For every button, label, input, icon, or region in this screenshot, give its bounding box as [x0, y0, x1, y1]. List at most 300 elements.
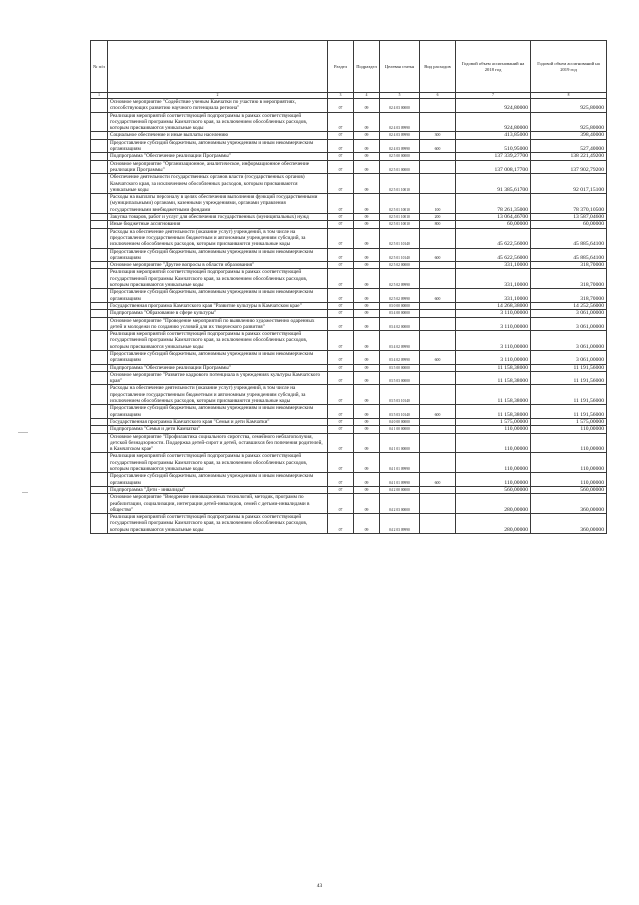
column-number: 6: [420, 93, 456, 99]
amount-2019-cell: 92 017,15100: [531, 174, 607, 194]
podrazdel-cell: 09: [354, 289, 380, 303]
razdel-cell: 07: [328, 486, 354, 493]
amount-2018-cell: 137 008,17700: [456, 160, 531, 174]
row-name-cell: Расходы на выплаты персоналу в целях обеспечения выполнения функций государственными (муниципальными) органами, казенными учреждениями, органами управления государственными внебюджетными фондами: [108, 194, 328, 214]
podrazdel-cell: 09: [354, 214, 380, 221]
razdel-cell: 07: [328, 132, 354, 139]
row-name-cell: Основное мероприятие "Содействие ученым Камчатки по участию в мероприятиях, способствующих развитию научного потенциала региона": [108, 99, 328, 113]
row-name-cell: Предоставление субсидий бюджетным, автономным учреждениям и иным некоммерческим организациям: [108, 248, 328, 262]
razdel-cell: 07: [328, 453, 354, 473]
expense-type-cell: [420, 331, 456, 351]
target-article-cell: 02 5 01 00000: [380, 160, 420, 174]
razdel-cell: 07: [328, 302, 354, 309]
amount-2019-cell: 318,70000: [531, 262, 607, 269]
row-number-cell: [91, 486, 108, 493]
table-row: [91, 302, 607, 309]
amount-2018-cell: 924,80000: [456, 99, 531, 113]
target-article-cell: 04 1 00 00000: [380, 426, 420, 433]
row-number-cell: [91, 317, 108, 331]
row-name-cell: Расходы на обеспечение деятельности (оказание услуг) учреждений, в том числе на предоставление государственным бюджетным и автономным учреждениям субсидий, за исключением обособленных расходов, которым присваиваются уникальные коды: [108, 385, 328, 405]
target-article-cell: 04 1 01 09990: [380, 473, 420, 487]
header-cell: Вид расходов: [420, 41, 456, 93]
amount-2018-cell: 91 385,61700: [456, 174, 531, 194]
expense-type-cell: 600: [420, 350, 456, 364]
razdel-cell: 07: [328, 153, 354, 160]
row-name-cell: Предоставление субсидий бюджетным, автономным учреждениям и иным некоммерческим организациям: [108, 405, 328, 419]
table-row: [91, 228, 607, 248]
table-row: [91, 317, 607, 331]
table-row: [91, 433, 607, 453]
expense-type-cell: [420, 160, 456, 174]
amount-2018-cell: 14 268,38000: [456, 302, 531, 309]
expense-type-cell: [420, 385, 456, 405]
expense-type-cell: [420, 112, 456, 132]
amount-2019-cell: 925,80000: [531, 112, 607, 132]
target-article-cell: 02 5 02 09990: [380, 269, 420, 289]
table-row: [91, 473, 607, 487]
razdel-cell: 07: [328, 194, 354, 214]
razdel-cell: 07: [328, 514, 354, 534]
podrazdel-cell: 09: [354, 433, 380, 453]
row-number-cell: [91, 262, 108, 269]
expense-type-cell: 600: [420, 139, 456, 153]
page-number: 43: [316, 883, 323, 889]
row-number-cell: [91, 494, 108, 514]
expense-type-cell: [420, 433, 456, 453]
amount-2018-cell: 560,00000: [456, 486, 531, 493]
table-row: [91, 139, 607, 153]
table-row: [91, 371, 607, 385]
amount-2018-cell: 280,00000: [456, 514, 531, 534]
row-name-cell: Подпрограмма "Обеспечение реализации Программы": [108, 364, 328, 371]
table-row: [91, 418, 607, 425]
row-number-cell: [91, 405, 108, 419]
table-row: [91, 514, 607, 534]
row-name-cell: Подпрограмма "Дети - инвалиды": [108, 486, 328, 493]
razdel-cell: 07: [328, 228, 354, 248]
target-article-cell: 02 5 02 00000: [380, 262, 420, 269]
row-name-cell: Реализация мероприятий соответствующей подпрограммы в рамках соответствующей государственной программы Камчатского края, за исключением обособленных расходов, которым присваиваются уникальные коды: [108, 453, 328, 473]
amount-2019-cell: 13 587,04600: [531, 214, 607, 221]
row-name-cell: Основное мероприятие "Профилактика социального сиротства, семейного неблагополучия, детской безнадзорности. Поддержка детей-сирот и детей, оставшихся без попечения родителей, в Камчатском крае": [108, 433, 328, 453]
razdel-cell: 07: [328, 494, 354, 514]
razdel-cell: 07: [328, 160, 354, 174]
table-row: [91, 153, 607, 160]
amount-2018-cell: 331,10000: [456, 289, 531, 303]
amount-2018-cell: 3 110,00000: [456, 331, 531, 351]
podrazdel-cell: 09: [354, 269, 380, 289]
razdel-cell: 07: [328, 112, 354, 132]
podrazdel-cell: 09: [354, 426, 380, 433]
podrazdel-cell: 09: [354, 405, 380, 419]
target-article-cell: 04 2 00 00000: [380, 486, 420, 493]
row-number-cell: [91, 214, 108, 221]
row-number-cell: [91, 153, 108, 160]
row-name-cell: Подпрограмма "Обеспечение реализации Программы": [108, 153, 328, 160]
table-row: [91, 112, 607, 132]
target-article-cell: 02 5 01 10010: [380, 174, 420, 194]
target-article-cell: 03 0 00 00000: [380, 302, 420, 309]
target-article-cell: 04 1 01 09990: [380, 453, 420, 473]
expense-type-cell: [420, 153, 456, 160]
podrazdel-cell: 09: [354, 194, 380, 214]
row-name-cell: Расходы на обеспечение деятельности (оказание услуг) учреждений, в том числе на предоставление государственным бюджетным и автономным учреждениям субсидий, за исключением обособленных расходов, которым присваиваются уникальные коды: [108, 228, 328, 248]
column-number: 3: [328, 93, 354, 99]
amount-2019-cell: 11 191,56000: [531, 371, 607, 385]
podrazdel-cell: 09: [354, 371, 380, 385]
expense-type-cell: [420, 269, 456, 289]
table-row: [91, 99, 607, 113]
razdel-cell: 07: [328, 350, 354, 364]
table-row: [91, 289, 607, 303]
target-article-cell: 04 0 00 00000: [380, 418, 420, 425]
row-name-cell: Предоставление субсидий бюджетным, автономным учреждениям и иным некоммерческим организациям: [108, 350, 328, 364]
row-number-cell: [91, 331, 108, 351]
amount-2019-cell: 60,00000: [531, 221, 607, 228]
row-name-cell: Социальное обеспечение и иные выплаты населению: [108, 132, 328, 139]
razdel-cell: 07: [328, 418, 354, 425]
header-cell: Годовой объем ассигнований на 2018 год: [456, 41, 531, 93]
razdel-cell: 07: [328, 214, 354, 221]
podrazdel-cell: 09: [354, 385, 380, 405]
target-article-cell: 02 4 03 09990: [380, 112, 420, 132]
expense-type-cell: [420, 494, 456, 514]
row-name-cell: Подпрограмма "Образование в сфере культуры": [108, 310, 328, 317]
podrazdel-cell: 09: [354, 418, 380, 425]
amount-2019-cell: 527,40000: [531, 139, 607, 153]
amount-2018-cell: 78 261,35000: [456, 194, 531, 214]
table-row: [91, 194, 607, 214]
amount-2019-cell: 3 061,00000: [531, 331, 607, 351]
target-article-cell: 02 4 03 00000: [380, 99, 420, 113]
table-row: [91, 132, 607, 139]
header-cell: Раздел: [328, 41, 354, 93]
row-name-cell: Основное мероприятие "Другие вопросы в области образования": [108, 262, 328, 269]
razdel-cell: 07: [328, 433, 354, 453]
amount-2018-cell: 45 622,56000: [456, 248, 531, 262]
amount-2019-cell: 14 252,56000: [531, 302, 607, 309]
podrazdel-cell: 09: [354, 139, 380, 153]
table-row: [91, 405, 607, 419]
amount-2019-cell: 398,40000: [531, 132, 607, 139]
target-article-cell: 03 4 02 09990: [380, 350, 420, 364]
expense-type-cell: [420, 302, 456, 309]
row-number-cell: [91, 418, 108, 425]
podrazdel-cell: 09: [354, 262, 380, 269]
expense-type-cell: 600: [420, 248, 456, 262]
row-name-cell: Предоставление субсидий бюджетным, автономным учреждениям и иным некоммерческим организациям: [108, 289, 328, 303]
razdel-cell: 07: [328, 385, 354, 405]
target-article-cell: 02 5 01 10010: [380, 214, 420, 221]
table-row: [91, 248, 607, 262]
podrazdel-cell: 09: [354, 302, 380, 309]
amount-2018-cell: 11 158,38000: [456, 405, 531, 419]
amount-2018-cell: 110,00000: [456, 426, 531, 433]
row-number-cell: [91, 221, 108, 228]
row-name-cell: Государственная программа Камчатского края "Развитие культуры в Камчатском крае": [108, 302, 328, 309]
razdel-cell: 07: [328, 364, 354, 371]
podrazdel-cell: 09: [354, 486, 380, 493]
row-name-cell: Закупка товаров, работ и услуг для обеспечения государственных (муниципальных) нужд: [108, 214, 328, 221]
expense-type-cell: [420, 426, 456, 433]
podrazdel-cell: 09: [354, 174, 380, 194]
column-number: 1: [91, 93, 108, 99]
amount-2018-cell: 110,00000: [456, 473, 531, 487]
target-article-cell: 02 5 00 00000: [380, 153, 420, 160]
table-row: [91, 331, 607, 351]
amount-2018-cell: 110,00000: [456, 433, 531, 453]
razdel-cell: 07: [328, 248, 354, 262]
expense-type-cell: [420, 310, 456, 317]
column-number: 4: [354, 93, 380, 99]
amount-2018-cell: 11 158,38000: [456, 364, 531, 371]
amount-2019-cell: 11 191,56000: [531, 405, 607, 419]
expense-type-cell: [420, 453, 456, 473]
table-row: [91, 364, 607, 371]
row-number-cell: [91, 514, 108, 534]
podrazdel-cell: 09: [354, 494, 380, 514]
amount-2018-cell: 1 575,00000: [456, 418, 531, 425]
podrazdel-cell: 09: [354, 514, 380, 534]
razdel-cell: 07: [328, 99, 354, 113]
amount-2019-cell: 110,00000: [531, 473, 607, 487]
row-name-cell: Реализация мероприятий соответствующей подпрограммы в рамках соответствующей государственной программы Камчатского края, за исключением обособленных расходов, которым присваиваются уникальные коды: [108, 269, 328, 289]
podrazdel-cell: 09: [354, 317, 380, 331]
row-number-cell: [91, 289, 108, 303]
row-number-cell: [91, 194, 108, 214]
podrazdel-cell: 09: [354, 153, 380, 160]
row-number-cell: [91, 364, 108, 371]
amount-2018-cell: 924,80000: [456, 112, 531, 132]
row-name-cell: Подпрограмма "Семья и дети Камчатки": [108, 426, 328, 433]
expense-type-cell: [420, 262, 456, 269]
row-number-cell: [91, 310, 108, 317]
target-article-cell: 02 4 03 09990: [380, 132, 420, 139]
amount-2018-cell: 280,00000: [456, 494, 531, 514]
amount-2019-cell: 110,00000: [531, 453, 607, 473]
razdel-cell: 07: [328, 289, 354, 303]
row-number-cell: [91, 453, 108, 473]
table-row: [91, 494, 607, 514]
expense-type-cell: [420, 371, 456, 385]
expense-type-cell: 200: [420, 214, 456, 221]
header-row: [91, 41, 607, 93]
razdel-cell: 07: [328, 262, 354, 269]
podrazdel-cell: 09: [354, 350, 380, 364]
table-row: [91, 160, 607, 174]
podrazdel-cell: 09: [354, 112, 380, 132]
podrazdel-cell: 09: [354, 331, 380, 351]
podrazdel-cell: 09: [354, 99, 380, 113]
podrazdel-cell: 09: [354, 248, 380, 262]
amount-2019-cell: 110,00000: [531, 433, 607, 453]
razdel-cell: 07: [328, 426, 354, 433]
amount-2019-cell: 11 191,56000: [531, 364, 607, 371]
amount-2019-cell: 138 221,49200: [531, 153, 607, 160]
razdel-cell: 07: [328, 174, 354, 194]
header-cell: [108, 41, 328, 93]
amount-2018-cell: 331,10000: [456, 269, 531, 289]
expense-type-cell: 800: [420, 221, 456, 228]
amount-2018-cell: 45 622,56000: [456, 228, 531, 248]
amount-2018-cell: 60,00000: [456, 221, 531, 228]
row-number-cell: [91, 132, 108, 139]
budget-table-sheet: [90, 40, 606, 534]
amount-2018-cell: 331,10000: [456, 262, 531, 269]
podrazdel-cell: 09: [354, 364, 380, 371]
target-article-cell: 02 5 01 10010: [380, 221, 420, 228]
amount-2019-cell: 925,80000: [531, 99, 607, 113]
table-row: [91, 221, 607, 228]
amount-2018-cell: 13 064,46700: [456, 214, 531, 221]
table-row: [91, 350, 607, 364]
amount-2018-cell: 137 339,27700: [456, 153, 531, 160]
target-article-cell: 03 5 03 10140: [380, 385, 420, 405]
table-row: [91, 310, 607, 317]
table-row: [91, 214, 607, 221]
podrazdel-cell: 09: [354, 221, 380, 228]
row-number-cell: [91, 248, 108, 262]
row-name-cell: Реализация мероприятий соответствующей подпрограммы в рамках соответствующей государственной программы Камчатского края, за исключением обособленных расходов, которым присваиваются уникальные коды: [108, 514, 328, 534]
amount-2018-cell: 510,95000: [456, 139, 531, 153]
table-row: [91, 174, 607, 194]
table-row: [91, 426, 607, 433]
row-name-cell: Основное мероприятие "Проведение мероприятий по выявлению художественно одаренных детей и молодежи по созданию условий для их творческого развития": [108, 317, 328, 331]
row-number-cell: [91, 371, 108, 385]
row-number-cell: [91, 228, 108, 248]
row-number-cell: [91, 385, 108, 405]
amount-2019-cell: 560,00000: [531, 486, 607, 493]
header-cell: № п/п: [91, 41, 108, 93]
amount-2019-cell: 11 191,56000: [531, 385, 607, 405]
row-number-cell: [91, 112, 108, 132]
amount-2019-cell: 45 885,64100: [531, 248, 607, 262]
target-article-cell: 04 2 03 09990: [380, 514, 420, 534]
target-article-cell: 02 5 01 10140: [380, 248, 420, 262]
row-number-cell: [91, 350, 108, 364]
expense-type-cell: [420, 99, 456, 113]
amount-2018-cell: 413,85000: [456, 132, 531, 139]
row-number-cell: [91, 302, 108, 309]
amount-2019-cell: 1 575,00000: [531, 418, 607, 425]
razdel-cell: 07: [328, 139, 354, 153]
amount-2019-cell: 360,00000: [531, 514, 607, 534]
amount-2018-cell: 3 110,00000: [456, 350, 531, 364]
podrazdel-cell: 09: [354, 132, 380, 139]
target-article-cell: 03 4 02 00000: [380, 317, 420, 331]
row-name-cell: Основное мероприятие "Развитие кадрового потенциала в учреждениях культуры Камчатского края": [108, 371, 328, 385]
podrazdel-cell: 09: [354, 310, 380, 317]
expense-type-cell: [420, 174, 456, 194]
expense-type-cell: [420, 418, 456, 425]
razdel-cell: 07: [328, 371, 354, 385]
row-name-cell: Основное мероприятие "Внедрение инновационных технологий, методик, программ по реабилитации, социализации, интеграции детей-инвалидов, семей с детьми-инвалидами в общество": [108, 494, 328, 514]
expense-type-cell: 600: [420, 289, 456, 303]
row-name-cell: Государственная программа Камчатского края "Семья и дети Камчатки": [108, 418, 328, 425]
row-name-cell: Реализация мероприятий соответствующей подпрограммы в рамках соответствующей государственной программы Камчатского края, за исключением обособленных расходов, которым присваиваются уникальные коды: [108, 331, 328, 351]
target-article-cell: 04 2 03 00000: [380, 494, 420, 514]
amount-2019-cell: 3 061,00000: [531, 310, 607, 317]
expense-type-cell: [420, 317, 456, 331]
target-article-cell: 04 1 01 00000: [380, 433, 420, 453]
razdel-cell: 07: [328, 405, 354, 419]
amount-2018-cell: 11 158,38000: [456, 385, 531, 405]
amount-2019-cell: 3 061,00000: [531, 350, 607, 364]
table-row: [91, 453, 607, 473]
amount-2019-cell: 45 885,64100: [531, 228, 607, 248]
row-name-cell: Обеспечение деятельности государственных органов власти (государственных органов) Камчатского края, за исключением обособленных расходов, которым присваиваются уникальные коды: [108, 174, 328, 194]
razdel-cell: 07: [328, 269, 354, 289]
podrazdel-cell: 09: [354, 228, 380, 248]
row-number-cell: [91, 99, 108, 113]
table-row: [91, 385, 607, 405]
expense-type-cell: 300: [420, 132, 456, 139]
target-article-cell: 03 4 02 09990: [380, 331, 420, 351]
expense-type-cell: 100: [420, 194, 456, 214]
amount-2019-cell: 318,70000: [531, 269, 607, 289]
expense-type-cell: 600: [420, 405, 456, 419]
amount-2018-cell: 11 158,38000: [456, 371, 531, 385]
row-number-cell: [91, 139, 108, 153]
column-number: 5: [380, 93, 420, 99]
target-article-cell: 03 5 00 00000: [380, 364, 420, 371]
expense-type-cell: [420, 486, 456, 493]
expense-type-cell: [420, 364, 456, 371]
podrazdel-cell: 09: [354, 473, 380, 487]
amount-2018-cell: 110,00000: [456, 453, 531, 473]
amount-2018-cell: 3 110,00000: [456, 310, 531, 317]
target-article-cell: 02 5 01 10010: [380, 194, 420, 214]
amount-2018-cell: 3 110,00000: [456, 317, 531, 331]
expense-type-cell: [420, 514, 456, 534]
target-article-cell: 02 5 02 09990: [380, 289, 420, 303]
row-name-cell: Иные бюджетные ассигнования: [108, 221, 328, 228]
amount-2019-cell: 78 370,10500: [531, 194, 607, 214]
column-number: 7: [456, 93, 531, 99]
amount-2019-cell: 360,00000: [531, 494, 607, 514]
budget-table: [90, 40, 607, 534]
amount-2019-cell: 3 061,00000: [531, 317, 607, 331]
row-number-cell: [91, 433, 108, 453]
row-number-cell: [91, 473, 108, 487]
header-cell: Подраздел: [354, 41, 380, 93]
row-number-cell: [91, 426, 108, 433]
target-article-cell: 03 5 03 00000: [380, 371, 420, 385]
podrazdel-cell: 09: [354, 453, 380, 473]
row-name-cell: Основное мероприятие "Организационное, аналитическое, информационное обеспечение реализации Программы": [108, 160, 328, 174]
razdel-cell: 07: [328, 310, 354, 317]
expense-type-cell: [420, 228, 456, 248]
column-number: 8: [531, 93, 607, 99]
target-article-cell: 03 5 03 10140: [380, 405, 420, 419]
target-article-cell: 03 4 00 00000: [380, 310, 420, 317]
amount-2019-cell: 110,00000: [531, 426, 607, 433]
column-number: 2: [108, 93, 328, 99]
row-name-cell: Предоставление субсидий бюджетным, автономным учреждениям и иным некоммерческим организациям: [108, 473, 328, 487]
table-row: [91, 262, 607, 269]
row-number-cell: [91, 269, 108, 289]
header-cell: Годовой объем ассигнований на 2019 год: [531, 41, 607, 93]
expense-type-cell: 600: [420, 473, 456, 487]
razdel-cell: 07: [328, 331, 354, 351]
target-article-cell: 02 5 01 10140: [380, 228, 420, 248]
target-article-cell: 02 4 03 09990: [380, 139, 420, 153]
amount-2019-cell: 137 902,79200: [531, 160, 607, 174]
razdel-cell: 07: [328, 221, 354, 228]
razdel-cell: 07: [328, 317, 354, 331]
header-cell: Целевая статья: [380, 41, 420, 93]
table-row: [91, 486, 607, 493]
